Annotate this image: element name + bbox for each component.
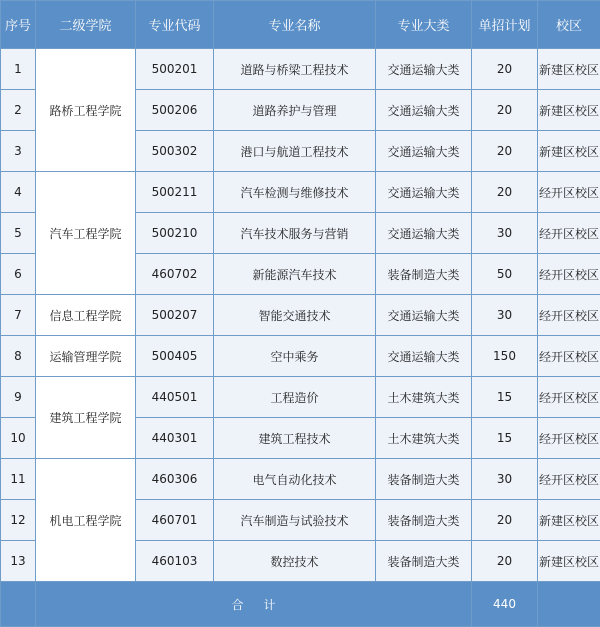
row-seq: 2: [1, 90, 36, 131]
row-seq: 5: [1, 213, 36, 254]
enroll-plan: 15: [472, 418, 538, 459]
table-footer: [1, 582, 600, 627]
campus: 新建区校区: [538, 131, 600, 172]
major-code: 500210: [136, 213, 214, 254]
row-seq: 4: [1, 172, 36, 213]
enroll-plan: 50: [472, 254, 538, 295]
campus: 新建区校区: [538, 90, 600, 131]
table-row: [1, 49, 600, 90]
enroll-plan: 20: [472, 49, 538, 90]
header-code: 专业代码: [136, 1, 214, 49]
row-seq: 1: [1, 49, 36, 90]
major-name: 道路与桥梁工程技术: [214, 49, 376, 90]
enroll-plan: 20: [472, 90, 538, 131]
total-value: 440: [472, 582, 538, 627]
row-seq: 12: [1, 500, 36, 541]
major-code: 460702: [136, 254, 214, 295]
major-category: 装备制造大类: [376, 254, 472, 295]
major-name: 汽车制造与试验技术: [214, 500, 376, 541]
header-seq: 序号: [1, 1, 36, 49]
campus: 新建区校区: [538, 541, 600, 582]
campus: 经开区校区: [538, 295, 600, 336]
major-category: 交通运输大类: [376, 295, 472, 336]
major-code: 460103: [136, 541, 214, 582]
row-seq: 6: [1, 254, 36, 295]
table-row: [1, 295, 600, 336]
campus: 经开区校区: [538, 172, 600, 213]
campus: 经开区校区: [538, 254, 600, 295]
header-campus: 校区: [538, 1, 600, 49]
major-name: 港口与航道工程技术: [214, 131, 376, 172]
major-category: 交通运输大类: [376, 336, 472, 377]
total-seq-cell: [1, 582, 36, 627]
major-name: 汽车检测与维修技术: [214, 172, 376, 213]
major-code: 500302: [136, 131, 214, 172]
major-name: 电气自动化技术: [214, 459, 376, 500]
row-seq: 10: [1, 418, 36, 459]
row-seq: 11: [1, 459, 36, 500]
college-cell: 建筑工程学院: [36, 377, 136, 459]
row-seq: 9: [1, 377, 36, 418]
major-category: 装备制造大类: [376, 459, 472, 500]
campus: 新建区校区: [538, 500, 600, 541]
row-seq: 8: [1, 336, 36, 377]
campus: 经开区校区: [538, 418, 600, 459]
enroll-plan: 20: [472, 541, 538, 582]
major-code: 440501: [136, 377, 214, 418]
major-code: 500207: [136, 295, 214, 336]
enroll-plan: 20: [472, 172, 538, 213]
major-code: 500201: [136, 49, 214, 90]
major-name: 汽车技术服务与营销: [214, 213, 376, 254]
major-category: 交通运输大类: [376, 90, 472, 131]
header-major-name: 专业名称: [214, 1, 376, 49]
college-cell: 路桥工程学院: [36, 49, 136, 172]
campus: 经开区校区: [538, 377, 600, 418]
major-category: 交通运输大类: [376, 131, 472, 172]
major-code: 500211: [136, 172, 214, 213]
major-code: 500405: [136, 336, 214, 377]
campus: 经开区校区: [538, 459, 600, 500]
enroll-plan: 30: [472, 459, 538, 500]
major-code: 440301: [136, 418, 214, 459]
major-code: 460306: [136, 459, 214, 500]
major-category: 土木建筑大类: [376, 418, 472, 459]
table-body: [1, 49, 600, 582]
table-header: [1, 1, 600, 49]
header-category: 专业大类: [376, 1, 472, 49]
enroll-plan: 30: [472, 295, 538, 336]
major-code: 460701: [136, 500, 214, 541]
major-category: 交通运输大类: [376, 172, 472, 213]
enroll-plan: 15: [472, 377, 538, 418]
major-category: 装备制造大类: [376, 541, 472, 582]
major-category: 装备制造大类: [376, 500, 472, 541]
major-category: 交通运输大类: [376, 49, 472, 90]
row-seq: 7: [1, 295, 36, 336]
major-code: 500206: [136, 90, 214, 131]
row-seq: 13: [1, 541, 36, 582]
enroll-plan: 20: [472, 131, 538, 172]
table-row: [1, 377, 600, 418]
header-college: 二级学院: [36, 1, 136, 49]
enroll-plan: 20: [472, 500, 538, 541]
college-cell: 运输管理学院: [36, 336, 136, 377]
major-name: 数控技术: [214, 541, 376, 582]
major-name: 新能源汽车技术: [214, 254, 376, 295]
major-category: 交通运输大类: [376, 213, 472, 254]
college-cell: 汽车工程学院: [36, 172, 136, 295]
total-campus-cell: [538, 582, 600, 627]
enroll-plan: 150: [472, 336, 538, 377]
header-plan: 单招计划: [472, 1, 538, 49]
major-name: 工程造价: [214, 377, 376, 418]
college-cell: 信息工程学院: [36, 295, 136, 336]
row-seq: 3: [1, 131, 36, 172]
table-row: [1, 336, 600, 377]
total-label: 合计: [36, 582, 472, 627]
header-row: [1, 1, 600, 49]
major-name: 建筑工程技术: [214, 418, 376, 459]
table-row: [1, 172, 600, 213]
major-name: 道路养护与管理: [214, 90, 376, 131]
table-row: [1, 459, 600, 500]
campus: 经开区校区: [538, 336, 600, 377]
college-cell: 机电工程学院: [36, 459, 136, 582]
total-row: [1, 582, 600, 627]
major-name: 空中乘务: [214, 336, 376, 377]
campus: 新建区校区: [538, 49, 600, 90]
major-name: 智能交通技术: [214, 295, 376, 336]
major-category: 土木建筑大类: [376, 377, 472, 418]
enroll-plan: 30: [472, 213, 538, 254]
campus: 经开区校区: [538, 213, 600, 254]
